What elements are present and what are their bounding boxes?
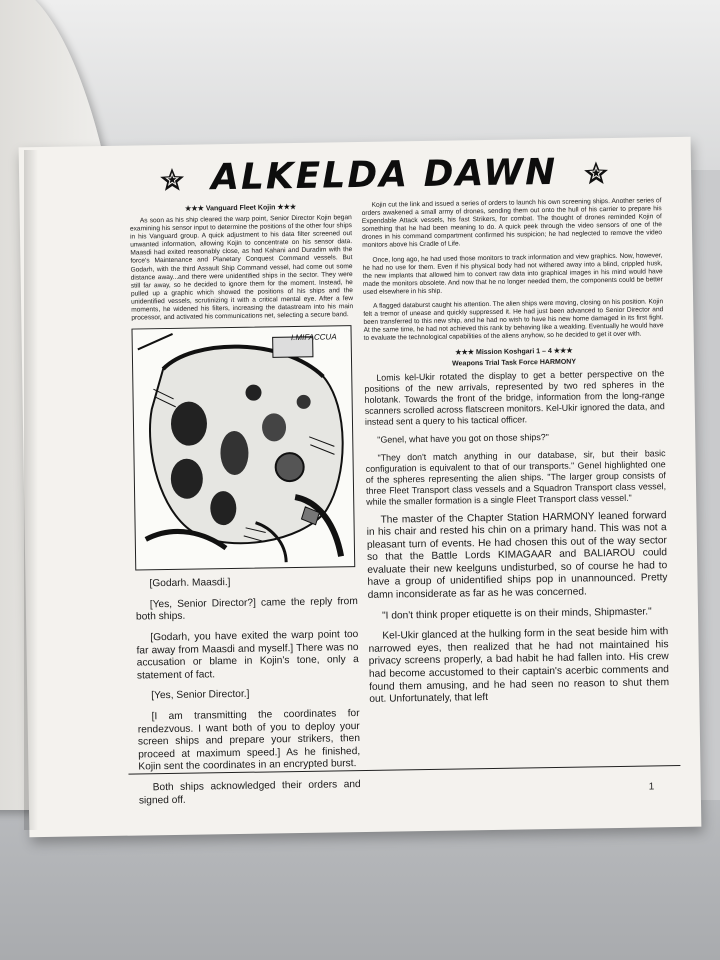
body-paragraph: The master of the Chapter Station HARMONY leaned forward in his chair and rested his chin on a primary hand. This was not a pleasant turn of events. He had chosen this out of the way sector so that the Battle Lords KIMAGAAR and BALIAROU could evaluate their new keelguns undisturbed, so of course he had to have a group of unidentified ships pop in unannounced. Pretty damn inconsiderate as far as he was concerned. (366, 509, 668, 601)
page-fold-shadow (24, 150, 38, 830)
intro-paragraph: As soon as his ship cleared the warp point, Senior Director Kojin began examining his sensor input to determine the positions of the other four ships in his Vanguard group. A quick adjustment to his data filter screened out unwanted information, allowing Kojin to concentrate on his sensor data. Maasdi had exited reasonably close, as had Kahani and Duradim with the force's Maintenance and Planetary Conquest Command vessels. But Godarh, with the third Assault Ship Command vessel, had come out some distance away...and there were unidentified ships in the sector. They were still far away, so he decided to ignore them for the moment. Instead, he pulled up a graphic which showed the positions of his ships and the unidentified vessels, scrutinizing it with a critical mental eye. After a few moments, he widened his filters, increasing the datastream into his main processor, and activated his communications net, selecting a secure band. (129, 214, 354, 322)
section-heading-vanguard: ★★★ Vanguard Fleet Kojin ★★★ (184, 203, 297, 213)
page-number: 1 (648, 781, 655, 793)
masthead (149, 148, 620, 201)
left-column (130, 202, 362, 816)
section-heading-mission: ★★★ Mission Koshgari 1 – 4 ★★★ (455, 347, 573, 356)
alien-ship-illustration (131, 325, 355, 570)
dialogue-line: Both ships acknowledged their orders and signed off. (138, 778, 361, 807)
booklet-title: ALKELDA DAWN (210, 151, 558, 198)
artist-signature: I.MIFACCUA (290, 332, 337, 343)
alien-ship-drawing (133, 326, 355, 569)
body-paragraph: Lomis kel-Ukir rotated the display to get a better perspective on the positions of the new arrivals, represented by two red spheres in the holotank. Towards the front of the bridge, information from the long-range scanners scrolled across flatscreen monitors. Kel-Ukir ignored the data, and instead sent a query to his tactical officer. (364, 367, 665, 427)
body-paragraph: A flagged databurst caught his attention. The alien ships were moving, closing on his position. Kojin felt a tremor of unease and quickly suppressed it. He had just been advanced to Senior Director and been transferred to this new ship, and he had no wish to have his new home damaged in its first fight. At the same time, he had not achieved this rank by behaving like a weakling. Eventually he would have to evaluate the technological capabilities of the aliens anyhow, so he decided to get it over with. (363, 298, 664, 343)
dialogue-line: [Yes, Senior Director?] came the reply from both ships. (135, 595, 358, 623)
section-subheading-mission: Weapons Trial Task Force HARMONY (452, 358, 577, 368)
booklet-page (19, 137, 702, 837)
body-paragraph: Once, long ago, he had used those monitors to track information and view graphics. Now, however, he had no use for them. Even if his physical body had not withered away into a blind, crippled husk, the new implants that allowed him to convert raw data into graphical images in his mind would have made the monitors obsolete. And now that he no longer needed them, the components could be better used elsewhere in his ship. (362, 251, 663, 296)
dialogue-line: [Yes, Senior Director.] (151, 689, 250, 702)
body-paragraph: Kojin cut the link and issued a series of orders to launch his own screening ships. Another series of orders awakened a small army of drones, sending them out onto the hull of his carrier to prepare his Expendable Attack vessels, his fast Strikers, for combat. The thought of drones reminded Kojin of something that he had been meaning to do. A quick peek through the video sensors of one of the drones in his command compartment confirmed his suspicion; he had neglected to remove the video monitors above his Cradle of Life. (361, 197, 663, 250)
right-column (362, 197, 670, 714)
dialogue-line: [Godarh, you have exited the warp point too far away from Maasdi and myself.] There was no accusation or blame in Kojin's tone, only a statement of fact. (136, 629, 359, 682)
star-icon (159, 167, 185, 193)
body-paragraph: "They don't match anything in our database, sir, but their basic configuration is equivalent to that of our transports." Genel highlighted one of the spheres representing the alien ships. "The larger group consists of three Fleet Transport class vessels and a Squadron Transport class vessel, while the smaller formation is a single Fleet Transport class vessel." (365, 447, 667, 507)
dialogue-line: [I am transmitting the coordinates for rendezvous. I want both of you to deploy your screen ships and prepare your strikers, then proceed at maximum speed.] As he finished, Kojin sent the coordinates in an encrypted burst. (137, 708, 361, 773)
star-icon (583, 160, 609, 186)
body-paragraph: "Genel, what have you got on those ships?" (377, 431, 549, 445)
body-paragraph: "I don't think proper etiquette is on their minds, Shipmaster." (381, 606, 652, 622)
body-paragraph: Kel-Ukir glanced at the hulking form in the seat beside him with narrowed eyes, then realized that he had not maintained his privacy screens properly, a bad habit he had fallen into. His crew had become accustomed to their captain's acerbic comments and found them amusing, and he had seen no reason to shut them out. Unfortunately, that left (368, 626, 670, 706)
dialogue-line: [Godarh. Maasdi.] (149, 577, 231, 590)
